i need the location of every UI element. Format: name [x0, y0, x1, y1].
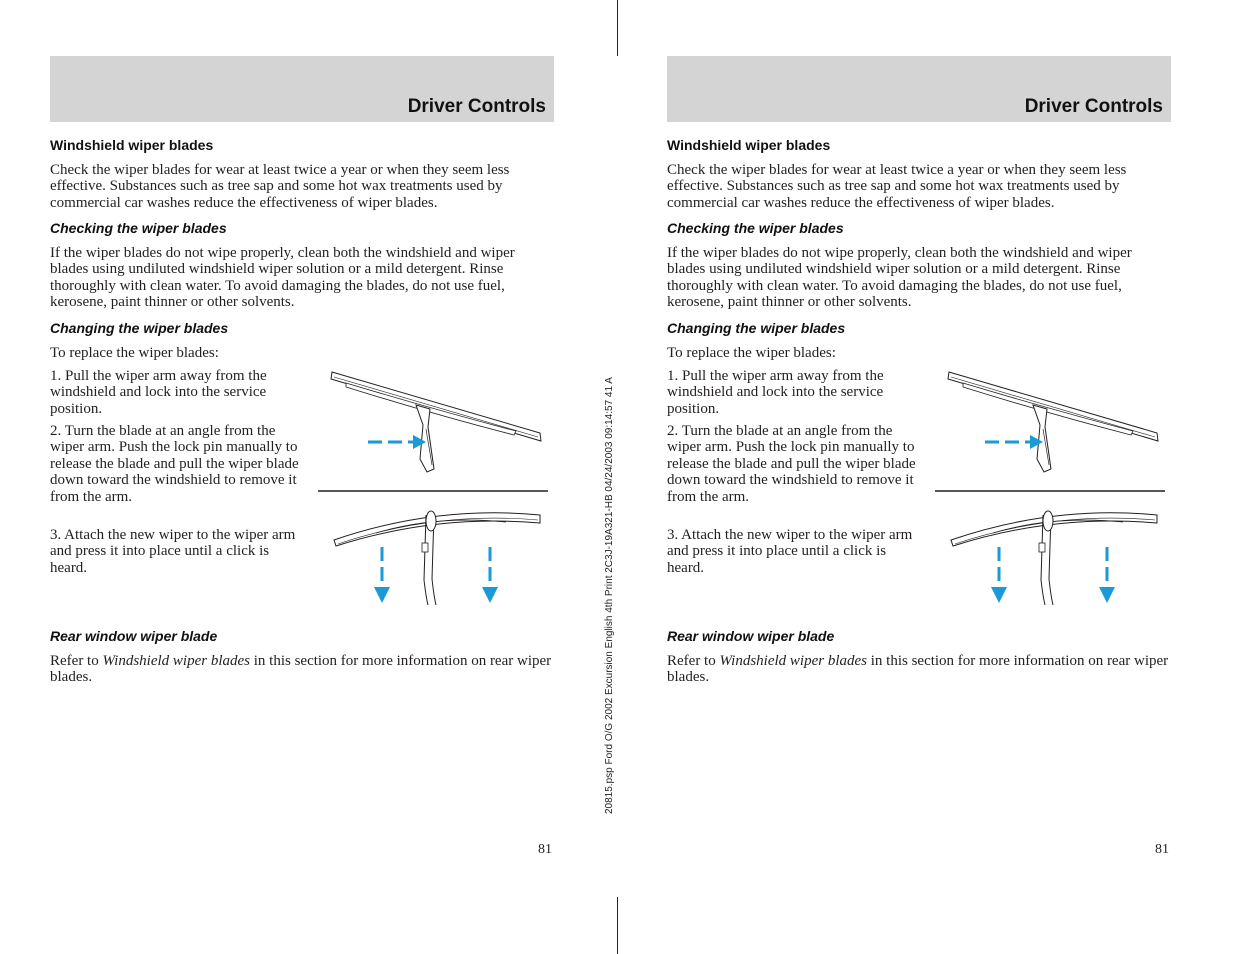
wiper-blade-upper — [331, 372, 541, 472]
page-header-title: Driver Controls — [407, 96, 546, 117]
wiper-blade-lower — [334, 511, 540, 605]
rear-heading: Rear window wiper blade — [667, 628, 835, 644]
rear-reference: Windshield wiper blades — [719, 653, 867, 669]
replace-intro: To replace the wiper blades: — [667, 345, 836, 361]
arrow-toward-lock-pin — [985, 435, 1043, 449]
section-title: Windshield wiper blades — [667, 137, 831, 153]
wiper-blade-illustration — [933, 365, 1169, 610]
changing-heading: Changing the wiper blades — [667, 320, 846, 336]
arrow-down-right — [482, 547, 498, 603]
checking-heading: Checking the wiper blades — [667, 220, 844, 236]
step-2: 2. Turn the blade at an angle from the wiper arm. Push the lock pin manually to release the blade and pull the wiper blade down toward the windshield to remove it from the arm. — [50, 423, 299, 505]
crop-mark-top — [617, 0, 618, 56]
rear-suffix: in this section for more information on rear wiper blades. — [50, 653, 552, 686]
replace-intro: To replace the wiper blades: — [50, 345, 219, 361]
step-1: 1. Pull the wiper arm away from the windshield and lock into the service position. — [667, 368, 884, 417]
print-code: 20815.psp Ford O/G 2002 Excursion English 4th Print 2C3J-19A321-HB 04/24/2003 09:14:57 41 A — [604, 377, 615, 814]
rear-prefix: Refer to — [50, 653, 99, 669]
page-number: 81 — [1155, 842, 1169, 857]
page-header-title: Driver Controls — [1024, 96, 1163, 117]
changing-heading: Changing the wiper blades — [50, 320, 229, 336]
section-title: Windshield wiper blades — [50, 137, 214, 153]
rear-prefix: Refer to — [667, 653, 716, 669]
wiper-blade-illustration — [316, 365, 552, 610]
intro-paragraph: Check the wiper blades for wear at least twice a year or when they seem less effective. Substances such as tree sap and some hot wax treatments used by commercial car washes reduce the effectiveness of wiper blades. — [50, 162, 510, 211]
left-page — [50, 0, 554, 954]
rear-reference: Windshield wiper blades — [102, 653, 250, 669]
step-2: 2. Turn the blade at an angle from the wiper arm. Push the lock pin manually to release the blade and pull the wiper blade down toward the windshield to remove it from the arm. — [667, 423, 916, 505]
checking-paragraph: If the wiper blades do not wipe properly, clean both the windshield and wiper blades using undiluted windshield wiper solution or a mild detergent. Rinse thoroughly with clean water. To avoid damaging the blades, do not use fuel, kerosene, paint thinner or other solvents. — [667, 245, 1132, 311]
checking-heading: Checking the wiper blades — [50, 220, 227, 236]
step-1: 1. Pull the wiper arm away from the windshield and lock into the service position. — [50, 368, 267, 417]
step-3: 3. Attach the new wiper to the wiper arm and press it into place until a click is heard. — [50, 527, 296, 576]
crop-mark-bottom — [617, 897, 618, 954]
rear-paragraph — [50, 653, 554, 686]
checking-paragraph: If the wiper blades do not wipe properly, clean both the windshield and wiper blades using undiluted windshield wiper solution or a mild detergent. Rinse thoroughly with clean water. To avoid damaging the blades, do not use fuel, kerosene, paint thinner or other solvents. — [50, 245, 515, 311]
step-3: 3. Attach the new wiper to the wiper arm and press it into place until a click is heard. — [667, 527, 913, 576]
arrow-down-right — [1099, 547, 1115, 603]
rear-heading: Rear window wiper blade — [50, 628, 218, 644]
rear-suffix: in this section for more information on rear wiper blades. — [667, 653, 1169, 686]
wiper-blade-upper — [948, 372, 1158, 472]
right-page — [667, 0, 1171, 954]
arrow-down-left — [991, 547, 1007, 603]
rear-paragraph — [667, 653, 1171, 686]
intro-paragraph: Check the wiper blades for wear at least twice a year or when they seem less effective. Substances such as tree sap and some hot wax treatments used by commercial car washes reduce the effectiveness of wiper blades. — [667, 162, 1127, 211]
page-header — [50, 56, 554, 122]
wiper-blade-lower — [951, 511, 1157, 605]
arrow-down-left — [374, 547, 390, 603]
page-header — [667, 56, 1171, 122]
arrow-toward-lock-pin — [368, 435, 426, 449]
page-number: 81 — [538, 842, 552, 857]
